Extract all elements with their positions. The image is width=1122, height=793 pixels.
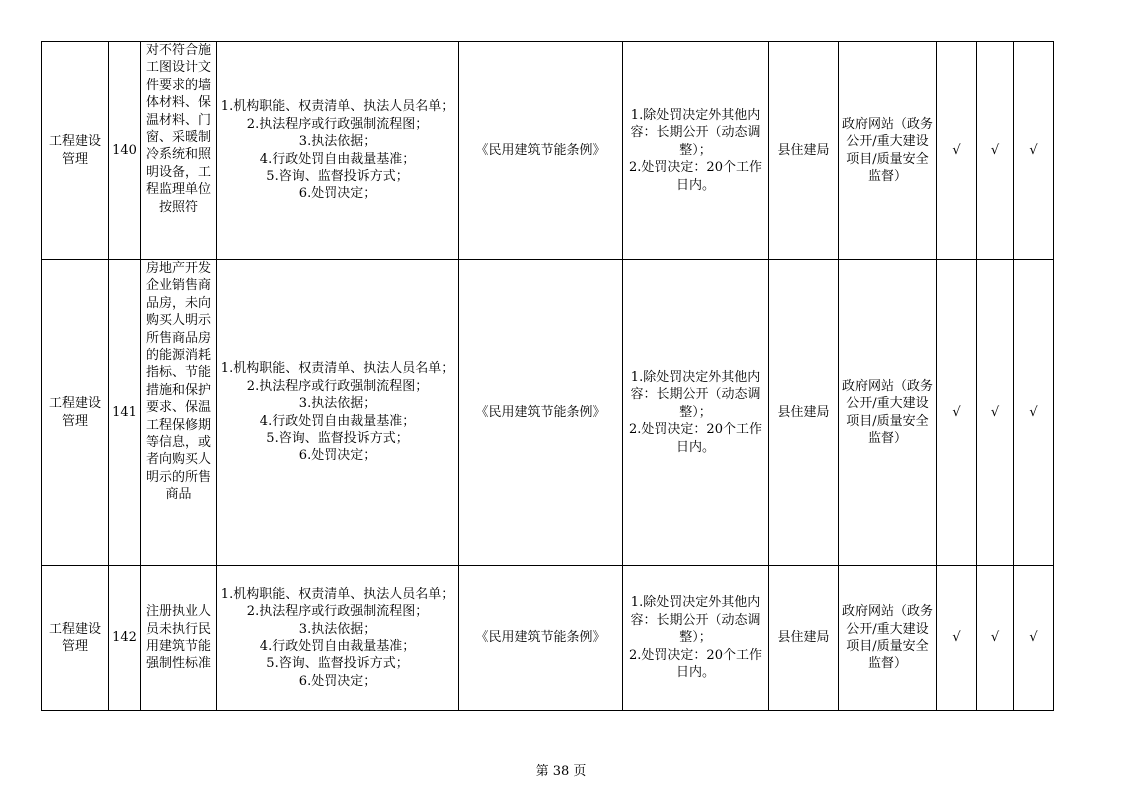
- items-cell: [217, 566, 459, 711]
- item-line: 4.行政处罚自由裁量基准；: [259, 151, 416, 167]
- agency-cell: 县住建局: [769, 260, 839, 566]
- number-cell: 141: [109, 260, 141, 566]
- agency-cell: 县住建局: [769, 566, 839, 711]
- items-cell: [217, 260, 459, 566]
- item-line: 1.机构职能、权责清单、执法人员名单；: [220, 586, 455, 602]
- item-line: 3.执法依据；: [298, 134, 377, 150]
- description-text: 房地产开发企业销售商品房，未向购买人明示所售商品房的能源消耗指标、节能措施和保护要求、保温工程保修期等信息，或者向购买人明示的所售商品: [145, 261, 211, 503]
- item-line: 6.处罚决定；: [298, 186, 377, 202]
- item-line: 1.机构职能、权责清单、执法人员名单；: [220, 99, 455, 115]
- check-mark: √: [937, 566, 977, 711]
- table-row: [42, 260, 1054, 566]
- item-line: 3.执法依据；: [298, 396, 377, 412]
- disclosure-line: 2.处罚决定：20个工作日内。: [629, 160, 762, 193]
- item-line: 3.执法依据；: [298, 621, 377, 637]
- basis-cell: 《民用建筑节能条例》: [459, 260, 623, 566]
- disclosure-line: 1.除处罚决定外其他内容：长期公开（动态调整）；: [630, 107, 761, 158]
- check-mark: √: [977, 260, 1014, 566]
- description-cell: [141, 42, 217, 260]
- item-line: 1.机构职能、权责清单、执法人员名单；: [220, 361, 455, 377]
- table-row: [42, 42, 1054, 260]
- item-line: 6.处罚决定；: [298, 673, 377, 689]
- check-mark: √: [1014, 42, 1054, 260]
- item-line: 6.处罚决定；: [298, 448, 377, 464]
- disclosure-cell: [623, 260, 769, 566]
- disclosure-cell: [623, 42, 769, 260]
- description-cell: 注册执业人员未执行民用建筑节能强制性标准: [141, 566, 217, 711]
- table-row: [42, 566, 1054, 711]
- category-text: 工程建设管理: [48, 396, 101, 429]
- description-text: 对不符合施工图设计文件要求的墙体材料、保温材料、门窗、采暖制冷系统和照明设备，工程监理单位按照符: [145, 43, 211, 215]
- disclosure-line: 1.除处罚决定外其他内容：长期公开（动态调整）；: [630, 369, 761, 420]
- category-text: 工程建设管理: [48, 621, 101, 654]
- item-line: 2.执法程序或行政强制流程图；: [246, 604, 429, 620]
- item-line: 2.执法程序或行政强制流程图；: [246, 378, 429, 394]
- disclosure-line: 2.处罚决定：20个工作日内。: [629, 647, 762, 681]
- disclosure-table: [41, 41, 1054, 711]
- items-cell: [217, 42, 459, 260]
- category-cell: [42, 566, 109, 711]
- disclosure-line: 2.处罚决定：20个工作日内。: [629, 422, 762, 455]
- agency-cell: 县住建局: [769, 42, 839, 260]
- category-cell: [42, 42, 109, 260]
- item-line: 4.行政处罚自由裁量基准；: [259, 413, 416, 429]
- check-mark: √: [937, 42, 977, 260]
- number-cell: 142: [109, 566, 141, 711]
- check-mark: √: [937, 260, 977, 566]
- disclosure-cell: [623, 566, 769, 711]
- channel-cell: 政府网站（政务公开/重大建设项目/质量安全监督）: [839, 566, 937, 711]
- page-number: 第 38 页: [535, 764, 587, 779]
- item-line: 5.咨询、监督投诉方式；: [266, 656, 409, 672]
- item-line: 5.咨询、监督投诉方式；: [266, 168, 409, 184]
- item-line: 4.行政处罚自由裁量基准；: [259, 639, 416, 654]
- channel-cell: 政府网站（政务公开/重大建设项目/质量安全监督）: [839, 42, 937, 260]
- basis-cell: 《民用建筑节能条例》: [459, 566, 623, 711]
- check-mark: √: [1014, 260, 1054, 566]
- category-cell: [42, 260, 109, 566]
- check-mark: √: [1014, 566, 1054, 711]
- channel-cell: 政府网站（政务公开/重大建设项目/质量安全监督）: [839, 260, 937, 566]
- item-line: 5.咨询、监督投诉方式；: [266, 430, 409, 446]
- check-mark: √: [977, 566, 1014, 711]
- category-text: 工程建设管理: [48, 134, 101, 167]
- number-cell: 140: [109, 42, 141, 260]
- description-cell: [141, 260, 217, 566]
- basis-cell: 《民用建筑节能条例》: [459, 42, 623, 260]
- check-mark: √: [977, 42, 1014, 260]
- item-line: 2.执法程序或行政强制流程图；: [246, 116, 429, 132]
- disclosure-line: 1.除处罚决定外其他内容：长期公开（动态调整）；: [630, 595, 761, 646]
